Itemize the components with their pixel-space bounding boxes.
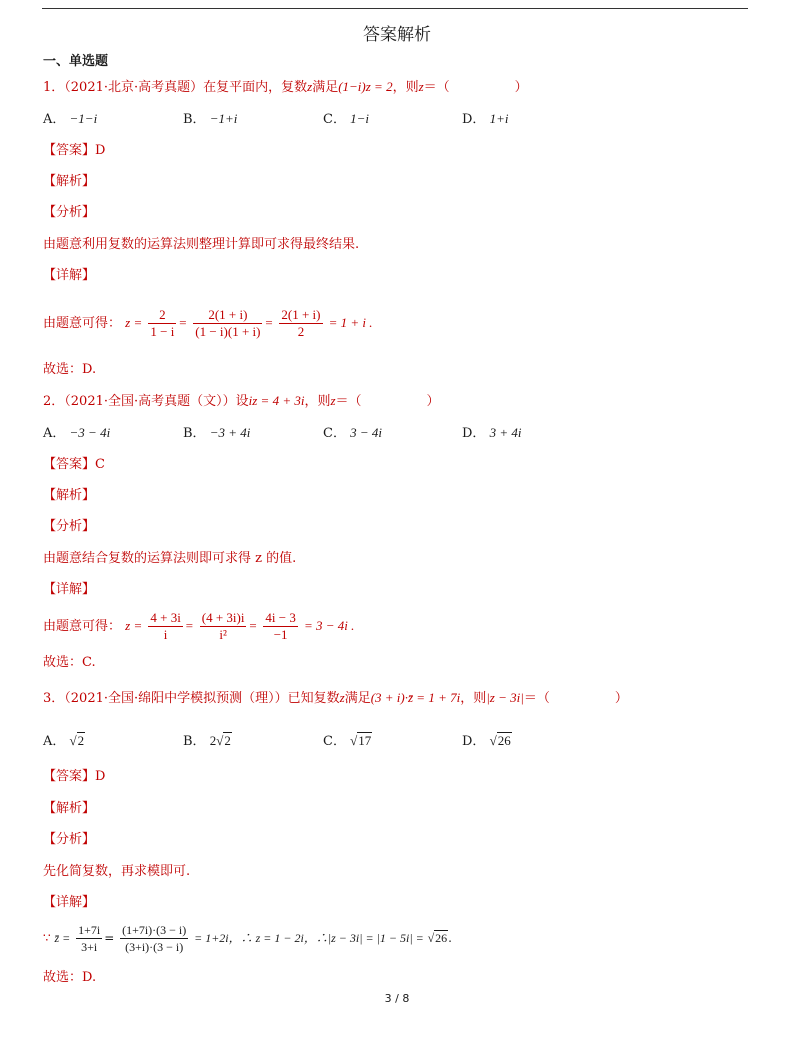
page-number: 3 / 8: [384, 992, 410, 1005]
q3-choose: 故选：D.: [43, 970, 97, 985]
page-title: 答案解析: [363, 25, 431, 45]
q1-choose: 故选：D.: [43, 362, 97, 377]
q3-analyze-label: 【分析】: [43, 832, 96, 847]
q3-detail-label: 【详解】: [43, 895, 96, 910]
q2-analyze-text: 由题意结合复数的运算法则即可求得 z 的值.: [43, 551, 297, 566]
q2-detail-formula: 由题意可得： z = $\frac{4 + 3i}{i}$ = $\frac{(4 + 3i)i}{\text{i²}}$ = $\frac{4i - 3}{-1}$ = 3 − 4i .: [43, 610, 355, 642]
question-1-stem: 1．（2021·北京·高考真题）在复平面内，复数z满足(1−i)z = 2，则z＝（ ）: [43, 79, 528, 95]
q3-answer: 【答案】D: [43, 769, 106, 784]
q3-analysis-label: 【解析】: [43, 801, 96, 816]
question-3-stem: 3．（2021·全国·绵阳中学模拟预测（理））已知复数z满足(3 + i)·z̄ = 1 + 7i，则|z − 3i|＝（ ）: [43, 690, 628, 706]
q1-option-b: B． −1+i: [183, 111, 238, 127]
top-rule: [42, 8, 748, 9]
q2-option-c: C． 3 − 4i: [323, 425, 382, 441]
q3-option-d: D． √26: [462, 733, 511, 749]
q1-analyze-label: 【分析】: [43, 205, 96, 220]
q1-detail-label: 【详解】: [43, 268, 96, 283]
q2-choose: 故选：C.: [43, 655, 96, 670]
q3-analyze-text: 先化简复数，再求模即可.: [43, 864, 191, 879]
question-2-stem: 2．（2021·全国·高考真题（文））设iz = 4 + 3i，则z＝（ ）: [43, 393, 440, 409]
q3-option-c: C． √17: [323, 733, 372, 749]
q2-option-b: B． −3 + 4i: [183, 425, 251, 441]
q2-answer: 【答案】C: [43, 457, 105, 472]
q2-option-d: D． 3 + 4i: [462, 425, 522, 441]
q1-answer: 【答案】D: [43, 143, 106, 158]
q3-detail-formula: ∵ z̄ = $\frac{1+7i}{3+i}$ = $\frac{(1+7i)\cdot(3 - i)}{(3+i)\cdot(3 - i)}$ = 1+2i，∴ z = 1 − 2i，∴|z − 3i| = |1 − 5i| = √26.: [43, 923, 452, 954]
q2-analyze-label: 【分析】: [43, 519, 96, 534]
q3-option-a: A． √2: [43, 733, 85, 749]
q2-option-a: A． −3 − 4i: [43, 425, 111, 441]
q1-option-c: C． 1−i: [323, 111, 369, 127]
q1-analysis-label: 【解析】: [43, 174, 96, 189]
q1-option-d: D． 1+i: [462, 111, 509, 127]
q2-analysis-label: 【解析】: [43, 488, 96, 503]
q3-option-b: B． 2√2: [183, 733, 231, 749]
q2-detail-label: 【详解】: [43, 582, 96, 597]
q1-option-a: A． −1−i: [43, 111, 98, 127]
q1-detail-formula: 由题意可得： z = $\frac{2}{1 - i}$ = $\frac{2(1 + i)}{(1 - i)(1 + i)}$ = $\frac{2(1 + i)}{2}$ = 1 + i .: [43, 307, 373, 339]
section-heading: 一、单选题: [43, 54, 109, 69]
q1-analyze-text: 由题意利用复数的运算法则整理计算即可求得最终结果.: [43, 237, 360, 252]
